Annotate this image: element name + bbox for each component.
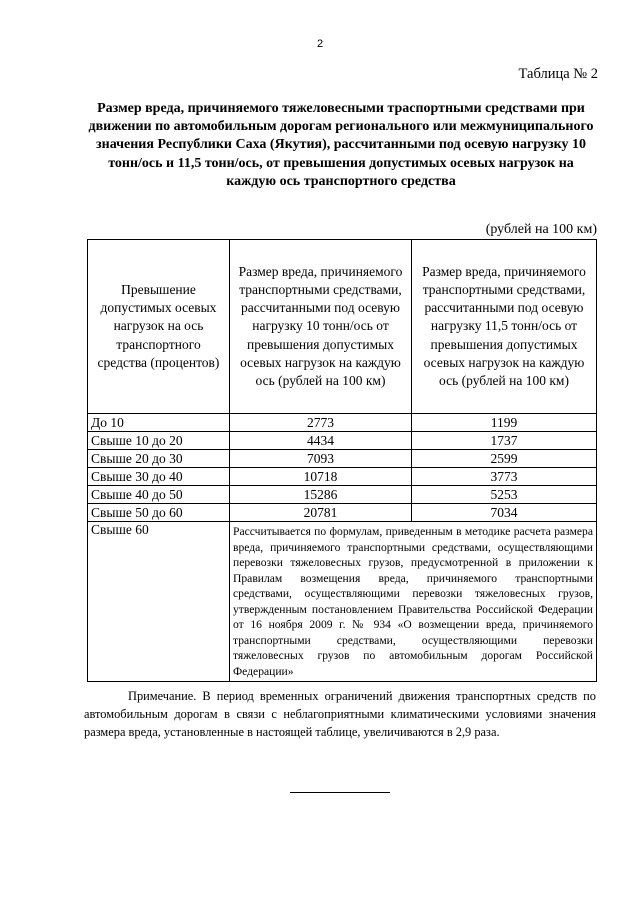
- row-label: До 10: [88, 414, 230, 432]
- harm-value-10t: 15286: [230, 486, 412, 504]
- table-row-over-60: [88, 522, 597, 682]
- divider-line: [290, 792, 390, 793]
- harm-value-10t: 10718: [230, 468, 412, 486]
- table-row: [88, 486, 597, 504]
- table-row: [88, 504, 597, 522]
- harm-value-10t: 2773: [230, 414, 412, 432]
- table-row: [88, 468, 597, 486]
- row-label: Свыше 20 до 30: [88, 450, 230, 468]
- table-label: Таблица № 2: [518, 66, 598, 82]
- document-title: Размер вреда, причиняемого тяжеловесными траспортными средствами при движении по автомобильным дорогам регионального или межмуниципального значения Республики Саха (Якутия), рассчитанными под осевую нагрузку 10 тонн/ось и 11,5 тонн/ось, от превышения допустимых осевых нагрузок на каждую ось транспортного средства: [88, 101, 594, 189]
- page-number: 2: [316, 38, 324, 50]
- row-label: Свыше 50 до 60: [88, 504, 230, 522]
- harm-value-10t: 20781: [230, 504, 412, 522]
- harm-value-11-5t: 3773: [412, 468, 597, 486]
- header-harm-11-5t: Размер вреда, причиняемого транспортными средствами, рассчитанными под осевую нагрузку 11,5 тонн/ось от превышения допустимых осевых нагрузок на каждую ось (рублей на 100 км): [412, 240, 597, 414]
- harm-value-11-5t: 2599: [412, 450, 597, 468]
- header-harm-10t: Размер вреда, причиняемого транспортными средствами, рассчитанными под осевую нагрузку 10 тонн/ось от превышения допустимых осевых нагрузок на каждую ось (рублей на 100 км): [230, 240, 412, 414]
- table-header-row: [88, 240, 597, 414]
- harm-value-11-5t: 5253: [412, 486, 597, 504]
- harm-value-10t: 7093: [230, 450, 412, 468]
- units-note: (рублей на 100 км): [485, 222, 597, 237]
- harm-value-10t: 4434: [230, 432, 412, 450]
- row-label: Свыше 30 до 40: [88, 468, 230, 486]
- row-label: Свыше 10 до 20: [88, 432, 230, 450]
- row-label: Свыше 40 до 50: [88, 486, 230, 504]
- footnote: Примечание. В период временных ограничений движения транспортных средств по автомобильным дорогам в связи с неблагоприятными климатическими условиями значения размера вреда, установленные в настоящей таблице, увеличиваются в 2,9 раза.: [84, 689, 596, 739]
- harm-value-11-5t: 7034: [412, 504, 597, 522]
- harm-value-11-5t: 1737: [412, 432, 597, 450]
- harm-value-11-5t: 1199: [412, 414, 597, 432]
- table-row: [88, 414, 597, 432]
- header-overload-percent: Превышение допустимых осевых нагрузок на ось транспортного средства (процентов): [88, 240, 230, 414]
- table-row: [88, 450, 597, 468]
- table-row: [88, 432, 597, 450]
- formula-reference-text: Рассчитывается по формулам, приведенным в методике расчета размера вреда, причиняемого транспортными средствами, осуществляющими перевозки тяжеловесных грузов, предусмотренной в приложении к Правилам возмещения вреда, причиняемого транспортными средствами, осуществляющими перевозки тяжеловесных грузов, утвержденным постановлением Правительства Российской Федерации от 16 ноября 2009 г. № 934 «О возмещении вреда, причиняемого транспортными средствами, осуществляющими перевозки тяжеловесных грузов по автомобильным дорогам Российской Федерации»: [230, 522, 597, 682]
- row-label: Свыше 60: [88, 522, 230, 682]
- harm-table: [87, 239, 597, 682]
